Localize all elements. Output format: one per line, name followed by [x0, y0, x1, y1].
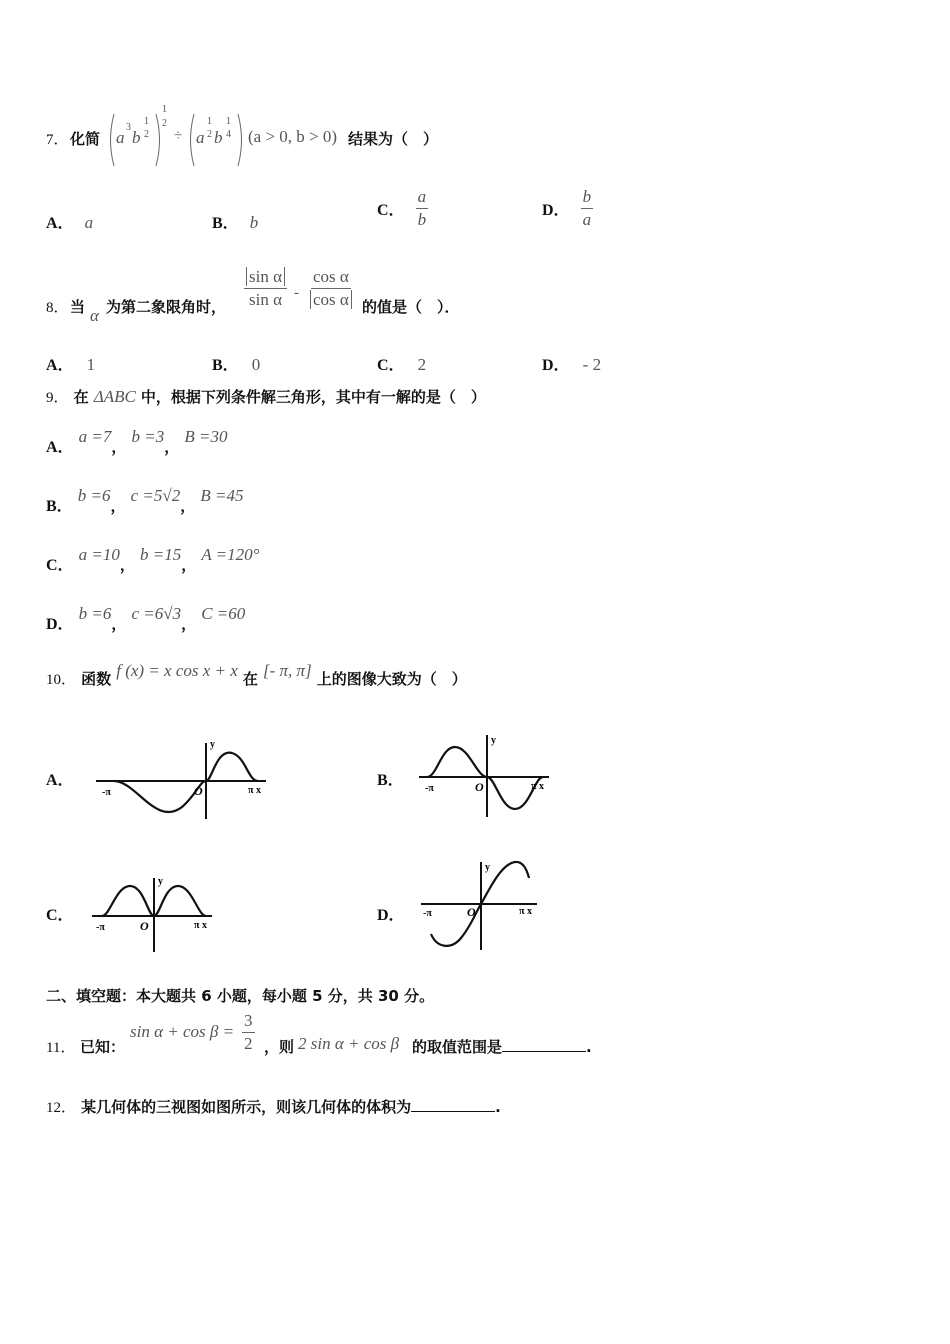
option-value: 2 — [417, 355, 427, 374]
q9-option-b[interactable] — [46, 483, 244, 515]
question-suffix: 上的图像大致为（ ） — [316, 670, 467, 688]
exponent-num: 1 — [144, 116, 149, 127]
denominator: sin α — [249, 290, 282, 309]
exponent-num: 1 — [226, 116, 231, 127]
base-b: b — [132, 128, 141, 147]
tick-label: -π — [425, 783, 434, 794]
numerator: sin α — [246, 267, 285, 286]
alpha: α — [90, 306, 99, 325]
question-suffix — [412, 1036, 592, 1057]
condition: C =60 — [201, 604, 246, 623]
option-value: 0 — [251, 355, 261, 374]
tick-label: π x — [194, 920, 207, 931]
condition: b =6 — [78, 604, 112, 623]
question-number: 10． — [46, 672, 77, 688]
option-value: a — [84, 213, 94, 232]
separator: ， — [110, 497, 126, 515]
option-value: 1 — [86, 355, 96, 374]
q8-option-c[interactable] — [377, 352, 426, 375]
equation-lhs: sin α + cos β = — [130, 1022, 235, 1041]
graph-c — [92, 872, 272, 962]
denominator: a — [582, 210, 592, 229]
option-label: C． — [377, 202, 405, 219]
q10-option-d[interactable] — [377, 858, 577, 958]
condition: a =7 — [78, 427, 112, 446]
separator: ， — [181, 615, 197, 633]
option-label: B． — [46, 498, 73, 515]
option-label: B． — [212, 215, 239, 232]
question-text: 在 — [73, 388, 89, 406]
axis-label-y: y — [485, 862, 490, 873]
q10-option-a[interactable] — [46, 735, 261, 825]
graph-a — [96, 735, 276, 825]
question-number: 12． — [46, 1100, 77, 1116]
axis-label-y: y — [491, 735, 496, 746]
tick-label: -π — [96, 922, 105, 933]
question-text: 化简 — [70, 130, 101, 148]
q7-option-a[interactable] — [46, 210, 93, 233]
graph-d — [421, 858, 601, 958]
option-label: C． — [377, 357, 405, 374]
tick-label: π x — [248, 785, 261, 796]
base-a: a — [196, 128, 205, 147]
base-a: a — [116, 128, 125, 147]
numerator: b — [581, 186, 594, 209]
condition: B =45 — [200, 486, 244, 505]
option-label: B． — [212, 357, 239, 374]
option-label: D． — [46, 616, 74, 633]
origin-label: O — [467, 905, 476, 919]
condition: c =5√2 — [130, 486, 181, 505]
question-text: 在 — [242, 670, 258, 688]
condition: (a > 0, b > 0) — [248, 127, 338, 146]
question-number: 7． — [46, 132, 69, 148]
condition: a =10 — [78, 545, 120, 564]
function-expression: f (x) = x cos x + x — [116, 661, 238, 680]
period: . — [495, 1098, 501, 1116]
condition: b =15 — [140, 545, 182, 564]
option-label: C． — [46, 907, 74, 924]
denominator: 2 — [244, 1034, 253, 1053]
option-label: D． — [542, 202, 570, 219]
condition: b =3 — [131, 427, 165, 446]
question-number: 8． — [46, 300, 69, 316]
numerator: a — [416, 186, 429, 209]
fraction-abs-cos — [308, 266, 354, 311]
option-label: B． — [377, 772, 404, 789]
separator: ， — [111, 615, 127, 633]
question-suffix: 结果为（ ） — [348, 130, 439, 148]
exponent-den: 4 — [226, 129, 231, 140]
question-suffix: 中，根据下列条件解三角形，其中有一解的是（ ） — [140, 388, 486, 406]
q9-option-a[interactable] — [46, 424, 228, 456]
numerator: 3 — [242, 1010, 255, 1033]
q7-option-d[interactable] — [542, 186, 593, 231]
q10-option-c[interactable] — [46, 872, 246, 962]
origin-label: O — [140, 919, 149, 933]
denominator: cos α — [310, 290, 352, 309]
fraction — [416, 186, 429, 231]
option-label: A． — [46, 215, 74, 232]
answer-blank[interactable] — [411, 1097, 495, 1112]
exponent-den: 2 — [144, 129, 149, 140]
question-text: 为第二象限角时， — [106, 298, 227, 316]
question-text: 已知： — [80, 1038, 126, 1056]
condition: c =6√3 — [131, 604, 182, 623]
exponent-3: 3 — [126, 122, 131, 133]
option-label: A． — [46, 772, 74, 789]
condition: B =30 — [184, 427, 228, 446]
triangle: ΔABC — [93, 387, 136, 406]
period: . — [586, 1038, 592, 1056]
origin-label: O — [475, 780, 484, 794]
paren-right-icon — [236, 112, 246, 168]
q9-option-d[interactable] — [46, 601, 246, 633]
question-number: 11． — [46, 1040, 76, 1056]
option-label: D． — [377, 907, 405, 924]
expression: 2 sin α + cos β — [298, 1034, 400, 1053]
option-value: b — [249, 213, 259, 232]
axis-label-y: y — [158, 876, 163, 887]
separator: ， — [164, 438, 180, 456]
outer-exponent-num: 1 — [162, 104, 167, 115]
fraction — [581, 186, 594, 231]
q9-option-c[interactable] — [46, 542, 260, 574]
separator: ， — [119, 556, 135, 574]
question-number: 9． — [46, 390, 69, 406]
section-title: 二、填空题：本大题共 6 小题，每小题 5 分，共 30 分。 — [46, 987, 435, 1005]
exponent-den: 2 — [207, 129, 212, 140]
option-label: C． — [46, 557, 74, 574]
separator: ， — [111, 438, 127, 456]
separator: ， — [180, 497, 196, 515]
minus-sign: - — [294, 285, 299, 301]
base-b: b — [214, 128, 223, 147]
question-11 — [46, 1010, 666, 1060]
q8-option-a[interactable] — [46, 352, 95, 375]
interval: [- π, π] — [263, 661, 312, 680]
question-9 — [46, 386, 486, 407]
question-text: ，则 — [264, 1038, 295, 1056]
question-text: 当 — [70, 298, 86, 316]
tick-label: π x — [531, 781, 544, 792]
answer-blank[interactable] — [502, 1037, 586, 1052]
q8-option-d[interactable] — [542, 352, 601, 375]
graph-b — [419, 735, 599, 825]
tick-label: -π — [102, 787, 111, 798]
question-7 — [46, 104, 646, 172]
divide-sign: ÷ — [174, 128, 183, 144]
condition: b =6 — [77, 486, 111, 505]
question-text: 某几何体的三视图如图所示，则该几何体的体积为 — [81, 1098, 412, 1116]
exponent-num: 1 — [207, 116, 212, 127]
paren-left-icon — [186, 112, 196, 168]
question-10 — [46, 660, 467, 688]
question-suffix-text: 的取值范围是 — [412, 1038, 503, 1056]
axis-label-y: y — [210, 739, 215, 750]
separator: ， — [181, 556, 197, 574]
option-label: A． — [46, 357, 74, 374]
q10-option-b[interactable] — [377, 735, 577, 825]
condition: A =120° — [201, 545, 260, 564]
paren-left-icon — [106, 112, 116, 168]
question-12 — [46, 1096, 501, 1117]
question-8 — [46, 266, 646, 326]
option-label: A． — [46, 439, 74, 456]
tick-label: π x — [519, 906, 532, 917]
option-label: D． — [542, 357, 570, 374]
question-suffix: 的值是（ ）． — [362, 298, 460, 316]
fraction — [242, 1010, 255, 1055]
q7-option-b[interactable] — [212, 210, 258, 233]
numerator: cos α — [311, 266, 351, 289]
tick-label: -π — [423, 908, 432, 919]
fraction-abs-sin — [244, 266, 287, 311]
outer-exponent-den: 2 — [162, 118, 167, 129]
q8-option-b[interactable] — [212, 352, 260, 375]
denominator: b — [417, 210, 427, 229]
q7-option-c[interactable] — [377, 186, 428, 231]
option-value: - 2 — [582, 355, 602, 374]
origin-label: O — [194, 784, 203, 798]
question-text: 函数 — [81, 670, 112, 688]
